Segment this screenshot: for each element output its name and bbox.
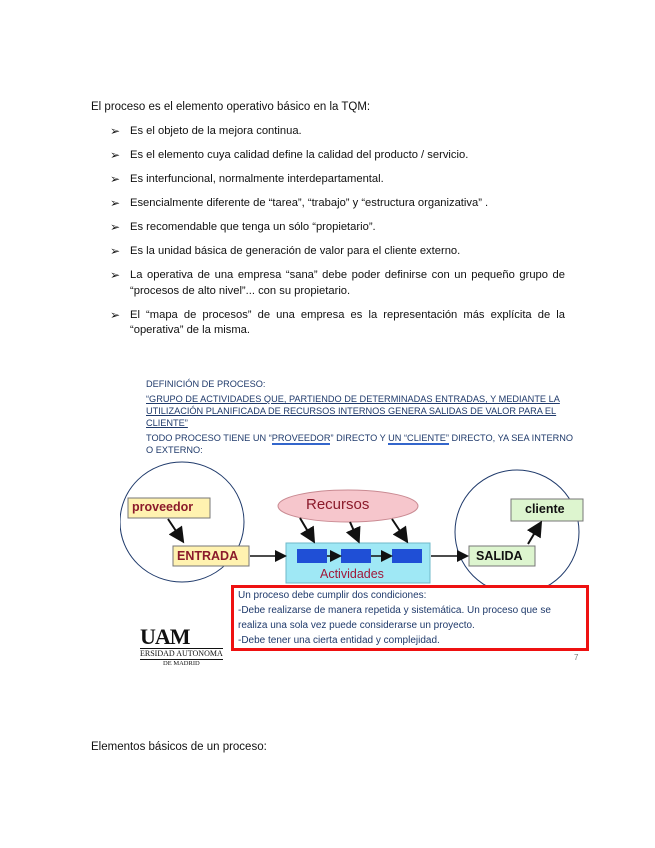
- arrow-bullet-icon: ➢: [110, 220, 121, 234]
- activity-step: [392, 549, 422, 563]
- list-item: ➢ Es recomendable que tenga un sólo “propietario”.: [110, 220, 376, 234]
- uam-logo: UAM ERSIDAD AUTONOMA DE MADRID: [140, 624, 223, 667]
- arrow-bullet-icon: ➢: [110, 244, 121, 258]
- list-item: ➢ La operativa de una empresa “sana” debe poder definirse con un pequeño grupo de “procesos de alto nivel”... con su propietario.: [110, 268, 565, 297]
- arrow-bullet-icon: ➢: [110, 307, 121, 322]
- list-item: ➢ Es interfuncional, normalmente interdepartamental.: [110, 172, 384, 186]
- supplier-label: proveedor: [132, 500, 194, 514]
- arrow-bullet-icon: ➢: [110, 172, 121, 186]
- activity-step: [297, 549, 327, 563]
- footer-heading: Elementos básicos de un proceso:: [91, 741, 267, 753]
- supplier-arrow: [168, 519, 182, 540]
- list-item: ➢ El “mapa de procesos” de una empresa es la representación más explícita de la “operativa” de la misma.: [110, 307, 565, 336]
- conditions-title: Un proceso debe cumplir dos condiciones:: [238, 590, 427, 601]
- todo-proceso-line: TODO PROCESO TIENE UN “PROVEEDOR” DIRECTO Y UN “CLIENTE” DIRECTO, YA SEA INTERNO: [146, 433, 573, 443]
- arrow-bullet-icon: ➢: [110, 124, 121, 138]
- page-number: 7: [574, 653, 579, 662]
- intro-text: El proceso es el elemento operativo básico en la TQM:: [91, 101, 371, 113]
- arrow-bullet-icon: ➢: [110, 148, 121, 162]
- list-item: ➢ Es el elemento cuya calidad define la calidad del producto / servicio.: [110, 148, 469, 162]
- list-item: ➢ Es el objeto de la mejora continua.: [110, 124, 302, 138]
- todo-proceso-line-2: O EXTERNO:: [146, 445, 203, 455]
- resources-label: Recursos: [306, 496, 370, 513]
- definition-line: “GRUPO DE ACTIVIDADES QUE, PARTIENDO DE DETERMINADAS ENTRADAS, Y MEDIANTE LA: [146, 394, 560, 404]
- resource-arrow: [392, 519, 406, 540]
- definition-line: CLIENTE”: [146, 418, 188, 428]
- output-label: SALIDA: [476, 549, 523, 563]
- condition-2: -Debe tener una cierta entidad y complejidad.: [238, 635, 440, 646]
- condition-1b: realiza una sola vez puede considerarse un proyecto.: [238, 620, 475, 631]
- definition-title: DEFINICIÓN DE PROCESO:: [146, 379, 266, 389]
- client-arrow: [528, 524, 540, 544]
- list-item: ➢ Es la unidad básica de generación de valor para el cliente externo.: [110, 244, 461, 258]
- bullet-list: [110, 124, 565, 347]
- resource-arrow: [350, 522, 358, 540]
- client-circle: [455, 470, 579, 594]
- arrow-bullet-icon: ➢: [110, 196, 121, 210]
- client-label: cliente: [525, 502, 565, 516]
- list-item: ➢ Esencialmente diferente de “tarea”, “trabajo” y “estructura organizativa” .: [110, 196, 489, 210]
- input-label: ENTRADA: [177, 549, 239, 563]
- activity-step: [341, 549, 371, 563]
- definition-line: UTILIZACIÓN PLANIFICADA DE RECURSOS INTERNOS GENERA SALIDAS DE VALOR PARA EL: [146, 406, 557, 416]
- process-diagram: [120, 372, 600, 672]
- resource-arrow: [300, 518, 313, 540]
- condition-1: -Debe realizarse de manera repetida y sistemática. Un proceso que se: [238, 605, 551, 616]
- activities-label: Actividades: [320, 567, 384, 581]
- arrow-bullet-icon: ➢: [110, 268, 121, 282]
